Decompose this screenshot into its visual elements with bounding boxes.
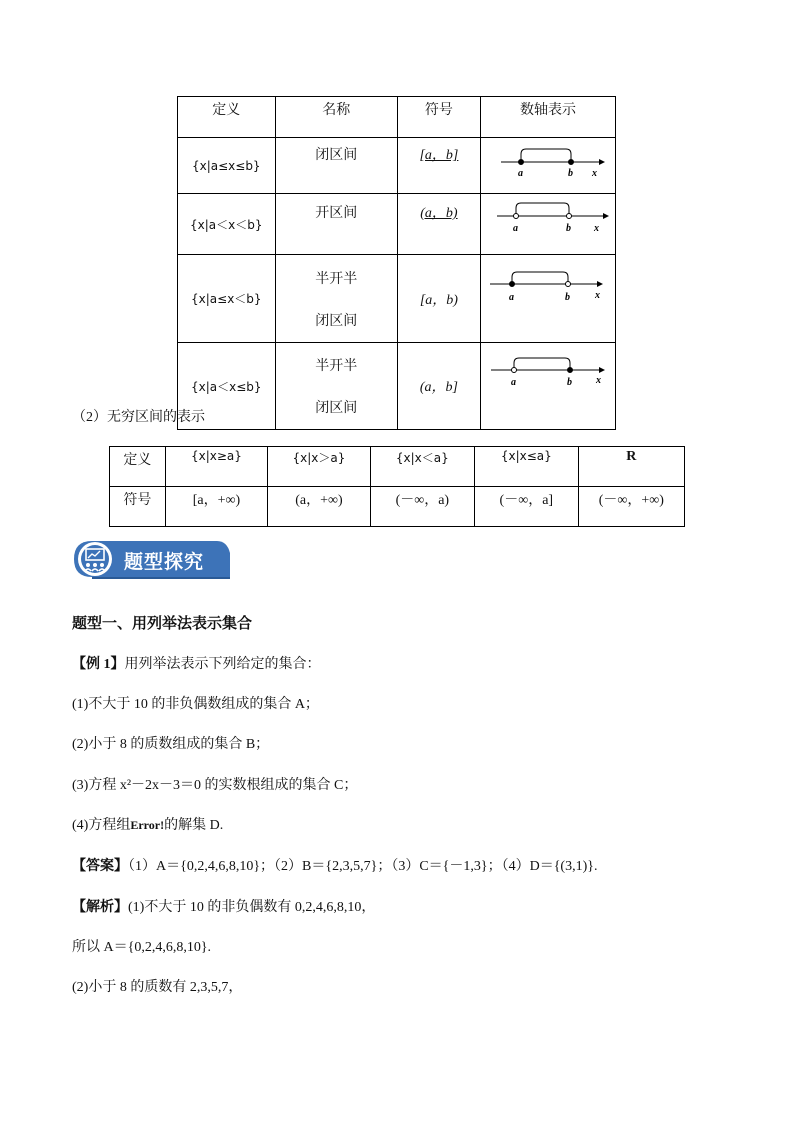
analysis-line-1 (72, 896, 375, 916)
presentation-icon (76, 540, 114, 578)
finite-interval-table (177, 96, 616, 430)
example-item-1: (1)不大于 10 的非负偶数组成的集合 A； (72, 697, 319, 712)
row2-label-b: b (565, 223, 571, 234)
example-item-4-head: (4)方程组 (72, 818, 131, 833)
t2-sym-3: (－∞，a) (370, 487, 474, 527)
header-symbol: 符号 (397, 97, 480, 138)
row3-symbol: [a，b) (397, 255, 480, 343)
example-item-2: (2)小于 8 的质数组成的集合 B； (72, 737, 270, 752)
row2-label-x: x (593, 223, 599, 234)
answer-text: （1）A＝{0,2,4,6,8,10}；（2）B＝{2,3,5,7}；（3）C＝{－1,3}；（4）D＝{(3,1)}. (128, 859, 598, 874)
row1-name: 闭区间 (275, 138, 397, 194)
answer-line (72, 855, 597, 875)
number-line-half-open-right (481, 255, 615, 337)
row3-definition: {x|a≤x＜b} (178, 255, 276, 343)
number-line-closed (481, 138, 615, 188)
analysis-tag: 【解析】 (72, 900, 128, 915)
row1-label-b: b (567, 168, 573, 179)
row4-label-x: x (595, 375, 601, 386)
row4-name (275, 343, 397, 430)
example-item-3: (3)方程 x²－2x－3＝0 的实数根组成的集合 C； (72, 778, 358, 793)
row2-number-line (480, 194, 615, 255)
row3-number-line (480, 255, 615, 343)
t2-def-4: {x|x≤a} (475, 447, 579, 487)
t2-def-label: 定义 (110, 447, 166, 487)
row2-symbol: (a，b) (397, 194, 480, 255)
row3-name-line1: 半开半 (315, 271, 358, 287)
analysis-line-3: (2)小于 8 的质数有 2,3,5,7， (72, 980, 243, 995)
row4-definition: {x|a＜x≤b} (178, 343, 276, 430)
row3-name (275, 255, 397, 343)
example-tag: 【例 1】 (72, 657, 125, 672)
row1-symbol: [a，b] (397, 138, 480, 194)
example-item-4-tail: 的解集 D. (164, 818, 224, 833)
row1-label-x: x (591, 168, 597, 179)
t2-sym-1: [a，+∞) (165, 487, 268, 527)
row4-symbol: (a，b] (397, 343, 480, 430)
section-banner (72, 537, 232, 581)
answer-tag: 【答案】 (72, 859, 128, 874)
row4-label-b: b (566, 377, 572, 388)
row4-label-a: a (510, 377, 516, 388)
row3-right-endpoint (565, 282, 570, 287)
t2-sym-label: 符号 (110, 487, 166, 527)
row4-name-line1: 半开半 (315, 359, 358, 374)
example-line (72, 653, 321, 673)
row4-name-line2: 闭区间 (315, 401, 358, 416)
row1-right-endpoint (568, 160, 573, 165)
header-number-line: 数轴表示 (480, 97, 615, 138)
t2-def-5: R (578, 447, 684, 487)
analysis-line-2: 所以 A＝{0,2,4,6,8,10}. (72, 940, 212, 955)
row2-left-endpoint (513, 214, 518, 219)
row4-number-line (480, 343, 615, 430)
t2-def-2: {x|x＞a} (268, 447, 370, 487)
row3-label-a: a (508, 292, 514, 303)
row4-left-endpoint (511, 368, 516, 373)
t2-def-3: {x|x＜a} (370, 447, 474, 487)
row2-label-a: a (512, 223, 518, 234)
t2-def-1: {x|x≥a} (165, 447, 268, 487)
row1-label-a: a (517, 168, 523, 179)
t2-sym-4: (－∞，a] (475, 487, 579, 527)
row1-definition: {x|a≤x≤b} (178, 138, 276, 194)
example-item-4-error: Error! (130, 818, 165, 832)
section-heading: 题型一、用列举法表示集合 (72, 614, 253, 632)
row3-name-line2: 闭区间 (315, 313, 358, 329)
row2-definition: {x|a＜x＜b} (178, 194, 276, 255)
example-prompt: 用列举法表示下列给定的集合： (124, 657, 321, 672)
row3-left-endpoint (509, 282, 514, 287)
example-item-4 (72, 814, 223, 834)
row3-label-x: x (594, 290, 600, 301)
header-definition: 定义 (178, 97, 276, 138)
t2-sym-2: (a，+∞) (268, 487, 370, 527)
row2-name: 开区间 (275, 194, 397, 255)
analysis-text-1: (1)不大于 10 的非负偶数有 0,2,4,6,8,10， (128, 900, 376, 915)
number-line-open (481, 194, 615, 249)
section2-label: （2）无穷区间的表示 (72, 410, 205, 425)
t2-sym-5: (－∞，+∞) (578, 487, 684, 527)
number-line-half-open-left (481, 343, 615, 424)
row4-right-endpoint (567, 368, 572, 373)
banner-title: 题型探究 (124, 551, 205, 573)
row3-label-b: b (564, 292, 570, 303)
infinite-interval-table (109, 446, 685, 527)
row1-number-line (480, 138, 615, 194)
row1-left-endpoint (518, 160, 523, 165)
row2-right-endpoint (566, 214, 571, 219)
header-name: 名称 (275, 97, 397, 138)
